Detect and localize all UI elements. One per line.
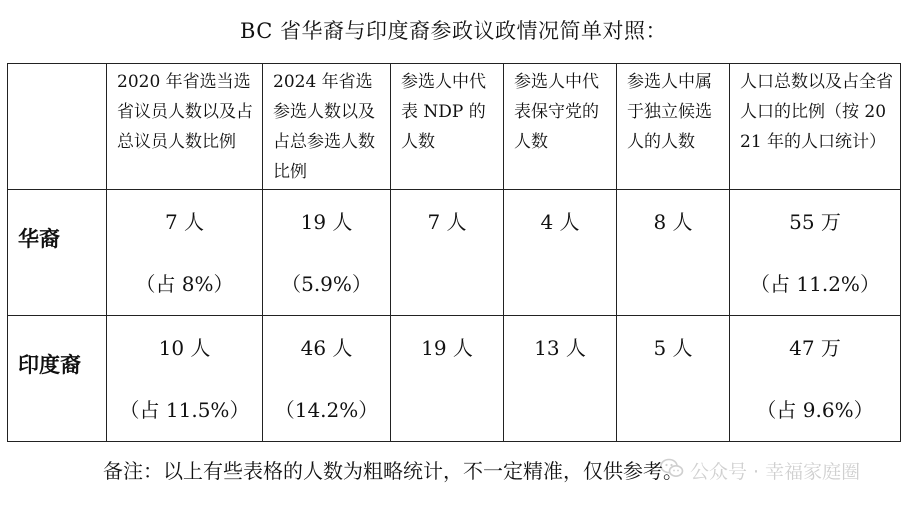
row-label-cell <box>8 316 107 442</box>
wechat-icon <box>660 456 684 485</box>
watermark <box>660 456 860 485</box>
table-cell: 4 人 <box>504 190 617 316</box>
header-cell-ndp: 参选人中代表 NDP 的人数 <box>391 64 504 190</box>
table-row <box>8 316 901 442</box>
header-cell-population: 人口总数以及占全省人口的比例（按 2021 年的人口统计） <box>730 64 901 190</box>
table-cell: 7 人 <box>391 190 504 316</box>
table-cell: 5 人 <box>617 316 730 442</box>
table-cell: 46 人 （14.2%） <box>263 316 391 442</box>
header-cell-independent: 参选人中属于独立候选人的人数 <box>617 64 730 190</box>
watermark-text: 公众号 · 幸福家庭圈 <box>690 461 861 483</box>
header-cell-conservative: 参选人中代表保守党的人数 <box>504 64 617 190</box>
table-cell: 19 人 （5.9%） <box>263 190 391 316</box>
page-title: BC 省华裔与印度裔参政议政情况简单对照： <box>239 19 668 43</box>
row-label: 印度裔 <box>18 353 81 377</box>
comparison-table <box>7 63 901 442</box>
header-cell-corner <box>8 64 107 190</box>
table-row <box>8 190 901 316</box>
row-label-cell <box>8 190 107 316</box>
header-cell-2020-elected: 2020 年省选当选省议员人数以及占总议员人数比例 <box>107 64 263 190</box>
table-cell: 10 人 （占 11.5%） <box>107 316 263 442</box>
table-cell: 47 万 （占 9.6%） <box>730 316 901 442</box>
row-label: 华裔 <box>18 227 60 251</box>
footnote: 备注：以上有些表格的人数为粗略统计，不一定精准，仅供参考。 <box>103 459 683 483</box>
table-cell: 55 万 （占 11.2%） <box>730 190 901 316</box>
table-cell: 7 人 （占 8%） <box>107 190 263 316</box>
table-cell: 19 人 <box>391 316 504 442</box>
table-cell: 13 人 <box>504 316 617 442</box>
header-cell-2024-candidates: 2024 年省选参选人数以及占总参选人数比例 <box>263 64 391 190</box>
header-row <box>8 64 901 190</box>
table-cell: 8 人 <box>617 190 730 316</box>
